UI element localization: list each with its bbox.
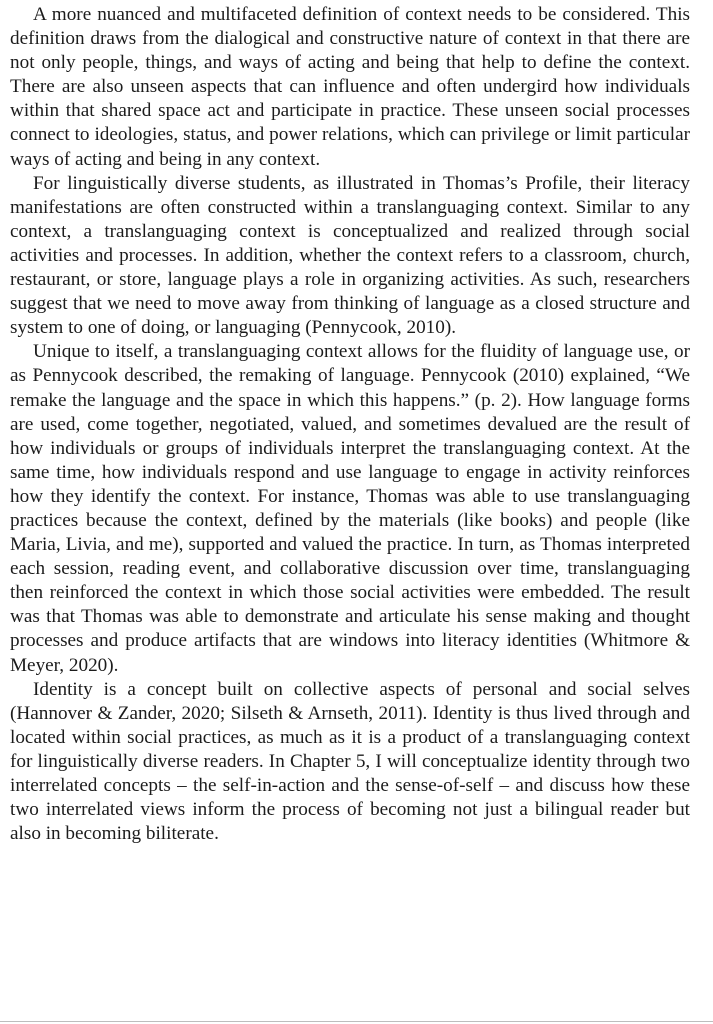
paragraph-identity: Identity is a concept built on collective aspects of personal and social selves (Hannover & Zander, 2020; Silseth & Arnseth, 2011). Identity is thus lived through and located within social practices, as much as it is a product of a translanguaging context for linguistically diverse readers. In Chapter 5, I will conceptualize identity through two interrelated concepts – the self-in-action and the sense-of-self – and discuss how these two interrelated views inform the process of becoming not just a bilingual reader but also in becoming biliterate.: [10, 678, 690, 845]
page-bottom-divider: [0, 1021, 713, 1022]
paragraph-context-definition: A more nuanced and multifaceted definition of context needs to be considered. This definition draws from the dialogical and constructive nature of context in that there are not only people, things, and ways of acting and being that help to define the context. There are also unseen aspects that can influence and often undergird how individuals within that shared space act and participate in practice. These unseen social processes connect to ideologies, status, and power relations, which can privilege or limit particular ways of acting and being in any context.: [10, 4, 690, 170]
paragraph-remaking-language: Unique to itself, a translanguaging context allows for the fluidity of language use, or as Pennycook described, the remaking of language. Pennycook (2010) explained, “We remake the language and the space in which this happens.” (p. 2). How language forms are used, come together, negotiated, valued, and sometimes devalued are the result of how individuals or groups of individuals interpret the translanguaging context. At the same time, how individuals respond and use language to engage in activity reinforces how they identify the context. For instance, Thomas was able to use translanguaging practices because the context, defined by the materials (like books) and people (like Maria, Livia, and me), supported and valued the practice. In turn, as Thomas interpreted each session, reading event, and collaborative discussion over time, translanguaging then reinforced the context in which those social activities were embedded. The result was that Thomas was able to demonstrate and articulate his sense making and thought processes and produce artifacts that are windows into literacy identities (Whitmore & Meyer, 2020).: [10, 341, 690, 676]
body-text: [10, 3, 690, 846]
paragraph-translanguaging-context: For linguistically diverse students, as illustrated in Thomas’s Profile, their literacy manifestations are often constructed within a translanguaging context. Similar to any context, a translanguaging context is conceptualized and realized through social activities and processes. In addition, whether the context refers to a classroom, church, restaurant, or store, language plays a role in organizing activities. As such, researchers suggest that we need to move away from thinking of language as a closed structure and system to one of doing, or languaging (Pennycook, 2010).: [10, 172, 690, 339]
